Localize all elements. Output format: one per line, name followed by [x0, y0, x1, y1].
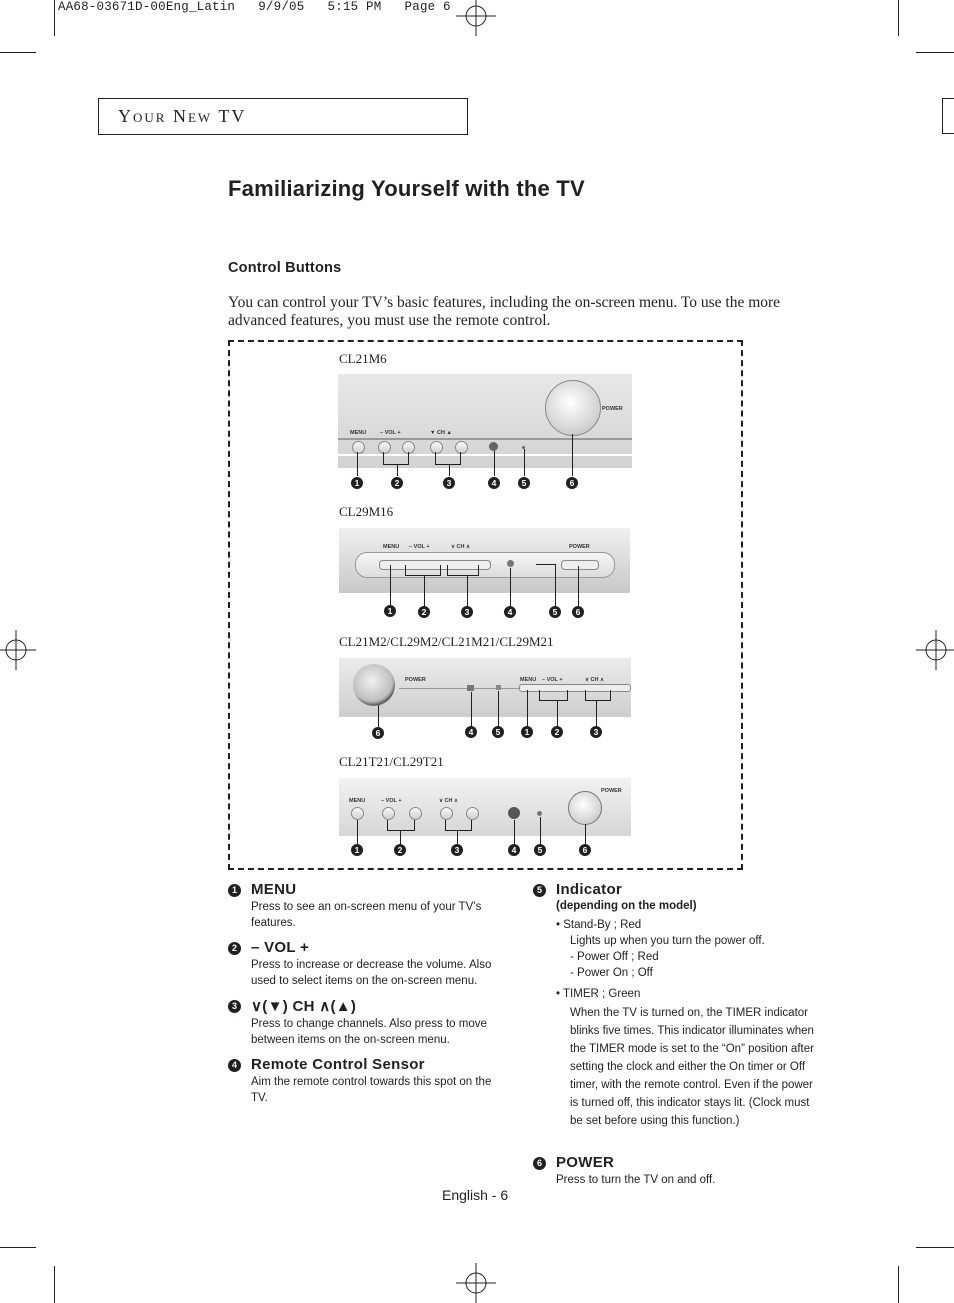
menu-button[interactable]	[351, 807, 364, 820]
remote-sensor	[508, 807, 520, 819]
item-desc-power: Press to turn the TV on and off.	[556, 1174, 716, 1186]
standby-heading: • Stand-By ; Red	[556, 919, 642, 931]
callout-4: 4	[508, 844, 520, 856]
item-title-indicator: Indicator	[556, 881, 623, 898]
section-header: Your New TV	[118, 106, 247, 126]
crop-mark	[898, 0, 899, 36]
page-title: Familiarizing Yourself with the TV	[228, 176, 585, 201]
crop-mark	[54, 0, 55, 36]
ch-label: ▼ CH ▲	[430, 430, 452, 436]
item-number: 1	[228, 884, 241, 897]
callout-4: 4	[488, 477, 500, 489]
item-desc-vol: Press to increase or decrease the volume. Also used to select items on the on-screen menu.	[251, 959, 492, 987]
ch-label: ∨ CH ∧	[451, 544, 471, 550]
vol-down-button[interactable]	[382, 807, 395, 820]
power-button[interactable]	[568, 791, 602, 825]
item-desc-sensor: Aim the remote control towards this spot on the TV.	[251, 1076, 492, 1104]
item-number: 5	[533, 884, 546, 897]
item-desc-ch: Press to change channels. Also press to move between items on the on-screen menu.	[251, 1018, 487, 1046]
crop-mark	[942, 133, 954, 134]
crop-mark	[0, 52, 36, 53]
item-subtitle-indicator: (depending on the model)	[556, 900, 697, 912]
tv-panel-cl21m2	[339, 658, 631, 717]
item-number: 3	[228, 1000, 241, 1013]
callout-2: 2	[391, 477, 403, 489]
callout-3: 3	[443, 477, 455, 489]
ch-down-button[interactable]	[440, 807, 453, 820]
remote-sensor	[507, 560, 514, 567]
callout-5: 5	[549, 606, 561, 618]
power-label: POWER	[569, 544, 590, 550]
power-label: POWER	[405, 677, 426, 683]
vol-label: – VOL +	[409, 544, 430, 550]
power-button[interactable]	[561, 560, 599, 570]
menu-label: MENU	[383, 544, 400, 550]
model-label: CL21M2/CL29M2/CL21M21/CL29M21	[339, 634, 554, 649]
callout-6: 6	[566, 477, 578, 489]
item-number: 2	[228, 942, 241, 955]
callout-2: 2	[394, 844, 406, 856]
standby-line: Lights up when you turn the power off.	[570, 935, 765, 947]
power-button[interactable]	[545, 380, 601, 436]
vol-up-button[interactable]	[409, 807, 422, 820]
crop-mark	[942, 98, 943, 133]
crop-mark	[54, 1266, 55, 1303]
tv-panel-cl29m16	[339, 528, 630, 593]
callout-3: 3	[461, 606, 473, 618]
intro-paragraph: You can control your TV’s basic features, including the on-screen menu. To use the more advanced features, you must use the remote control.	[228, 294, 781, 329]
callout-1: 1	[351, 477, 363, 489]
model-label: CL29M16	[339, 504, 394, 519]
item-title-vol: – VOL +	[251, 939, 310, 956]
print-slug: AA68-03671D-00Eng_Latin 9/9/05 5:15 PM Page 6	[58, 0, 451, 14]
timer-desc: When the TV is turned on, the TIMER indicator blinks five times. This indicator illuminates when the TIMER mode is set to the “On” position after setting the clock and either the On timer or Off timer, with the remote control. Even if the power is turned off, this indicator stays lit. (Clock must be set before using this function.)	[570, 1007, 814, 1127]
item-title-ch: ∨(▼) CH ∧(▲)	[251, 998, 357, 1015]
item-title-power: POWER	[556, 1154, 615, 1171]
ch-label: ∨ CH ∧	[439, 798, 459, 804]
registration-mark-icon	[916, 630, 954, 670]
vol-label: – VOL +	[381, 798, 402, 804]
menu-label: MENU	[350, 430, 367, 436]
callout-6: 6	[572, 606, 584, 618]
registration-mark-icon	[456, 1263, 496, 1303]
tv-panel-cl21t21	[339, 778, 631, 836]
ch-down-button[interactable]	[430, 441, 443, 454]
item-number: 4	[228, 1059, 241, 1072]
remote-sensor	[489, 442, 498, 451]
ch-up-button[interactable]	[466, 807, 479, 820]
callout-2: 2	[418, 606, 430, 618]
item-number: 6	[533, 1157, 546, 1170]
callout-5: 5	[518, 477, 530, 489]
item-title-sensor: Remote Control Sensor	[251, 1056, 425, 1073]
indicator-light	[537, 811, 542, 816]
callout-5: 5	[492, 726, 504, 738]
button-strip[interactable]	[379, 560, 491, 570]
registration-mark-icon	[456, 0, 496, 36]
model-label: CL21M6	[339, 351, 387, 366]
timer-heading: • TIMER ; Green	[556, 988, 641, 1000]
callout-1: 1	[384, 605, 396, 617]
callout-1: 1	[351, 844, 363, 856]
callout-5: 5	[534, 844, 546, 856]
callout-3: 3	[590, 726, 602, 738]
vol-label: – VOL +	[380, 430, 401, 436]
callout-1: 1	[521, 726, 533, 738]
item-desc-menu: Press to see an on-screen menu of your TV’s features.	[251, 901, 482, 929]
menu-label: MENU	[520, 677, 537, 683]
callout-6: 6	[372, 727, 384, 739]
crop-mark	[898, 1266, 899, 1303]
power-label: POWER	[602, 406, 623, 412]
vol-label: – VOL +	[542, 677, 563, 683]
indicator-light	[496, 685, 501, 690]
menu-label: MENU	[349, 798, 366, 804]
standby-line: - Power On ; Off	[570, 967, 653, 979]
ch-label: ∨ CH ∧	[585, 677, 605, 683]
crop-mark	[916, 1247, 954, 1248]
crop-mark	[942, 98, 954, 99]
vol-down-button[interactable]	[378, 441, 391, 454]
power-label: POWER	[601, 788, 622, 794]
remote-sensor	[467, 685, 474, 691]
callout-2: 2	[551, 726, 563, 738]
callout-6: 6	[579, 844, 591, 856]
menu-button[interactable]	[352, 441, 365, 454]
button-strip[interactable]	[519, 684, 631, 692]
callout-4: 4	[504, 606, 516, 618]
item-title-menu: MENU	[251, 881, 297, 898]
ch-up-button[interactable]	[455, 441, 468, 454]
crop-mark	[916, 52, 954, 53]
crop-mark	[0, 1247, 36, 1248]
model-label: CL21T21/CL29T21	[339, 754, 444, 769]
power-button[interactable]	[353, 664, 395, 706]
standby-line: - Power Off ; Red	[570, 951, 659, 963]
callout-3: 3	[451, 844, 463, 856]
section-subtitle: Control Buttons	[228, 260, 342, 276]
callout-4: 4	[465, 726, 477, 738]
page-footer: English - 6	[442, 1187, 509, 1203]
registration-mark-icon	[0, 630, 36, 670]
